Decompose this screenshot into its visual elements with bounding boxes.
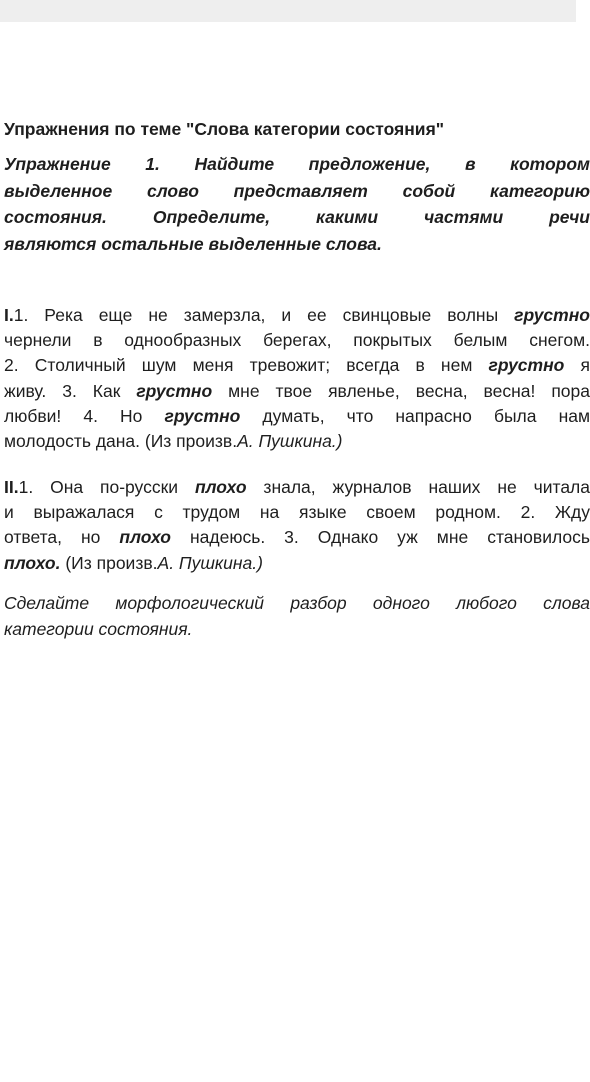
document-title: Упражнения по теме "Слова категории состояния" bbox=[4, 119, 445, 139]
text: любви! 4. Но bbox=[4, 405, 165, 426]
instruction-line: категории состояния. bbox=[4, 618, 193, 639]
text: и выражалася с трудом на языке своем родном. 2. Жду bbox=[4, 502, 590, 523]
task-line: выделенное слово представляет собой категорию bbox=[4, 180, 590, 201]
section-1 bbox=[4, 303, 590, 454]
section-2 bbox=[4, 475, 590, 576]
section-numeral: I. bbox=[4, 305, 14, 325]
task-line: являются остальные выделенные слова. bbox=[4, 233, 382, 254]
text: я bbox=[564, 355, 590, 376]
highlighted-word: грустно bbox=[136, 380, 213, 401]
text-line bbox=[4, 404, 590, 429]
text-line bbox=[4, 429, 590, 454]
text-line bbox=[4, 379, 590, 404]
instruction-line: Сделайте морфологический разбор одного любого слова bbox=[4, 593, 590, 613]
highlighted-word: плохо bbox=[194, 477, 247, 497]
text-line bbox=[4, 500, 590, 525]
assignment-instruction bbox=[4, 590, 590, 641]
text: думать, что напрасно была нам bbox=[240, 405, 590, 426]
text: (Из произв. bbox=[60, 552, 158, 573]
exercise-task bbox=[4, 151, 590, 257]
text: мне твое явленье, весна, весна! пора bbox=[212, 380, 590, 401]
text: ответа, но bbox=[4, 527, 120, 548]
task-line: состояния. Определите, какими частями речи bbox=[4, 207, 590, 227]
text: 2. Столичный шум меня тревожит; всегда в нем bbox=[4, 355, 489, 376]
text-line bbox=[4, 328, 590, 353]
highlighted-word: плохо bbox=[119, 527, 171, 548]
text: 1. Она по-русски bbox=[18, 477, 195, 497]
text-line bbox=[4, 475, 590, 500]
text-line bbox=[4, 525, 590, 550]
section-numeral: II. bbox=[4, 477, 19, 497]
highlighted-word: грустно bbox=[164, 405, 241, 426]
author-name: А. Пушкина.) bbox=[237, 430, 343, 451]
text-line bbox=[4, 353, 590, 378]
text: живу. 3. Как bbox=[4, 380, 137, 401]
text: молодость дана. (Из произв. bbox=[4, 430, 238, 451]
highlighted-word: плохо. bbox=[4, 552, 61, 573]
highlighted-word: грустно bbox=[514, 305, 590, 325]
author-name: А. Пушкина.) bbox=[157, 552, 263, 573]
text: надеюсь. 3. Однако уж мне становилось bbox=[171, 527, 590, 548]
highlighted-word: грустно bbox=[488, 355, 565, 376]
text-line bbox=[4, 303, 590, 328]
text-line bbox=[4, 551, 590, 576]
text: 1. Река еще не замерзла, и ее свинцовые волны bbox=[13, 305, 515, 325]
text: чернели в однообразных берегах, покрытых белым снегом. bbox=[4, 330, 590, 351]
task-line: Упражнение 1. Найдите предложение, в котором bbox=[4, 154, 590, 174]
text: знала, журналов наших не читала bbox=[246, 477, 590, 497]
